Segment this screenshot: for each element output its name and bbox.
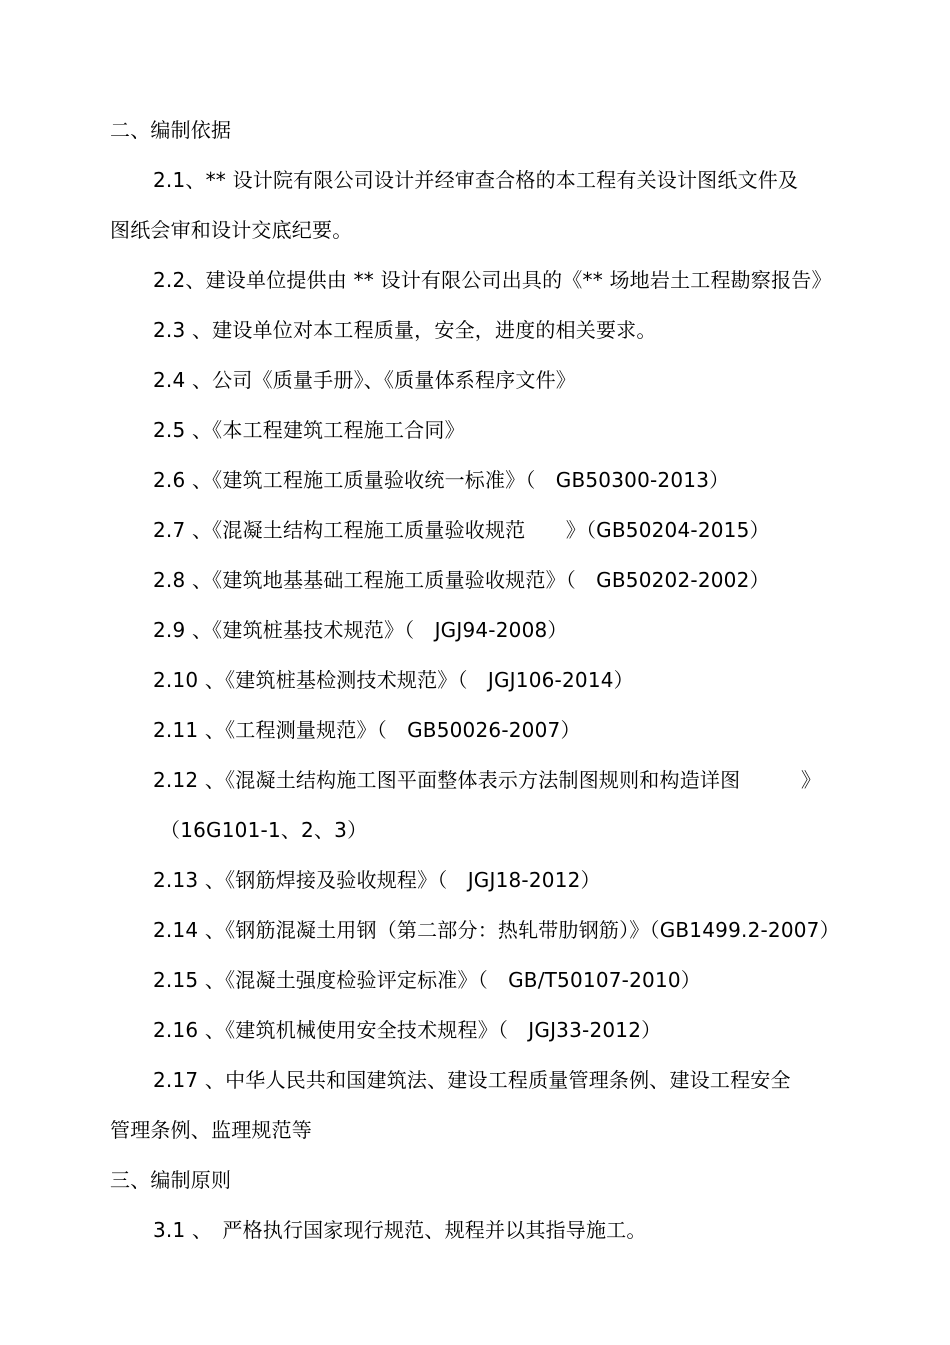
item-2-2: 2.2、建设单位提供由 ** 设计有限公司出具的《** 场地岩土工程勘察报告》 xyxy=(153,268,832,292)
item-3-1: 3.1 、 严格执行国家现行规范、规程并以其指导施工。 xyxy=(153,1218,647,1242)
item-2-12-continuation: （16G101-1、2、3） xyxy=(160,818,368,842)
item-2-17: 2.17 、中华人民共和国建筑法、建设工程质量管理条例、建设工程安全 xyxy=(153,1068,791,1092)
item-2-10: 2.10 、《建筑桩基检测技术规范》（ JGJ106-2014） xyxy=(153,668,634,692)
item-2-16: 2.16 、《建筑机械使用安全技术规程》（ JGJ33-2012） xyxy=(153,1018,662,1042)
item-2-15: 2.15 、《混凝土强度检验评定标准》（ GB/T50107-2010） xyxy=(153,968,702,992)
item-2-12: 2.12 、《混凝土结构施工图平面整体表示方法制图规则和构造详图 》 xyxy=(153,768,822,792)
item-2-1-continuation: 图纸会审和设计交底纪要。 xyxy=(110,218,353,242)
item-2-17-continuation: 管理条例、监理规范等 xyxy=(110,1118,312,1142)
section-2-heading: 二、编制依据 xyxy=(110,118,232,142)
item-2-6: 2.6 、《建筑工程施工质量验收统一标准》（ GB50300-2013） xyxy=(153,468,730,492)
item-2-5: 2.5 、《本工程建筑工程施工合同》 xyxy=(153,418,465,442)
item-2-13: 2.13 、《钢筋焊接及验收规程》（ JGJ18-2012） xyxy=(153,868,601,892)
item-2-9: 2.9 、《建筑桩基技术规范》（ JGJ94-2008） xyxy=(153,618,568,642)
section-3-heading: 三、编制原则 xyxy=(110,1168,232,1192)
item-2-7: 2.7 、《混凝土结构工程施工质量验收规范 》（GB50204-2015） xyxy=(153,518,770,542)
item-2-1: 2.1、** 设计院有限公司设计并经审查合格的本工程有关设计图纸文件及 xyxy=(153,168,799,192)
item-2-4: 2.4 、公司《质量手册》、《质量体系程序文件》 xyxy=(153,368,576,392)
item-2-3: 2.3 、建设单位对本工程质量，安全，进度的相关要求。 xyxy=(153,318,657,342)
item-2-8: 2.8 、《建筑地基基础工程施工质量验收规范》（ GB50202-2002） xyxy=(153,568,770,592)
item-2-14: 2.14 、《钢筋混凝土用钢（第二部分：热轧带肋钢筋）》（GB1499.2-2007） xyxy=(153,918,840,942)
item-2-11: 2.11 、《工程测量规范》（ GB50026-2007） xyxy=(153,718,581,742)
